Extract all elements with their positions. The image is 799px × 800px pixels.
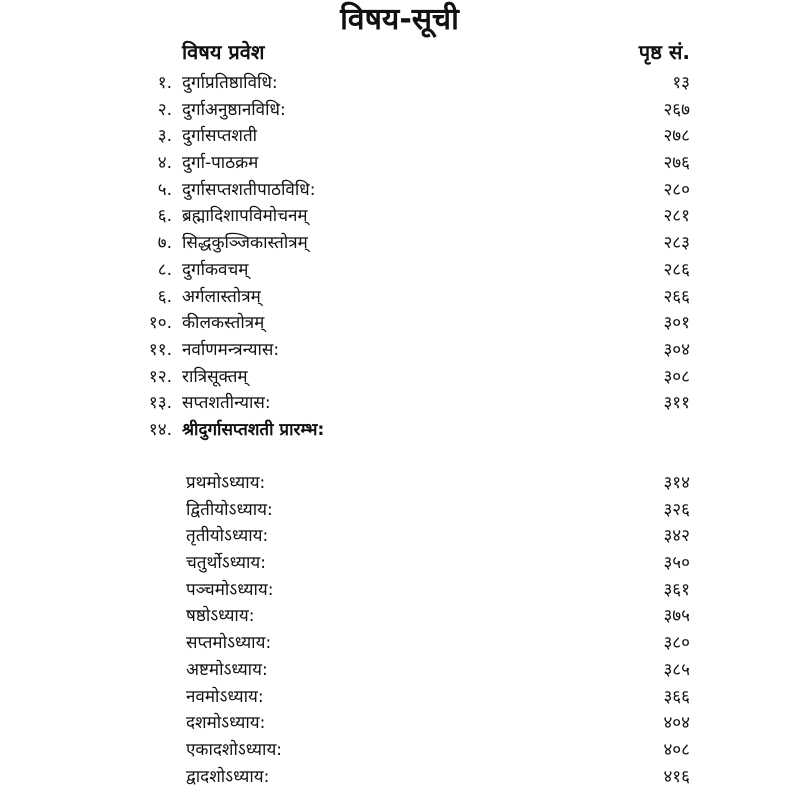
chapter-page: ३७५ — [663, 606, 690, 627]
entry-label: दुर्गाप्रतिष्ठाविधि: — [182, 73, 278, 93]
toc-entry — [0, 417, 799, 444]
toc-entry — [0, 70, 799, 97]
entry-number: १. — [157, 73, 172, 93]
chapter-label: एकादशोऽध्याय: — [186, 739, 283, 760]
entry-label: दुर्गासप्तशती — [182, 126, 258, 147]
toc-entry — [0, 390, 799, 417]
entry-page: २७६ — [663, 153, 690, 174]
entry-page: २८१ — [663, 206, 690, 227]
entry-number: ८. — [157, 259, 172, 280]
chapter-entry — [0, 497, 799, 524]
entry-label: अर्गलास्तोत्रम् — [182, 286, 261, 307]
chapter-label: नवमोऽध्याय: — [186, 686, 264, 707]
chapter-label: चतुर्थोऽध्याय: — [186, 553, 266, 574]
toc-entry — [0, 310, 799, 337]
chapter-entry — [0, 550, 799, 577]
entry-number: १४. — [148, 419, 172, 440]
entry-number: ६. — [157, 286, 172, 307]
entry-page: ३०८ — [663, 366, 690, 387]
entry-label: दुर्गाकवचम् — [182, 259, 249, 280]
chapter-page: ४०४ — [663, 713, 690, 734]
chapter-page: ३२६ — [663, 499, 690, 520]
chapter-page: ४१६ — [663, 766, 690, 787]
entry-page: २६७ — [663, 99, 690, 120]
entry-number: ३. — [157, 126, 172, 147]
entry-number: ५. — [157, 179, 172, 200]
chapter-entry — [0, 737, 799, 764]
entry-number: २. — [157, 99, 172, 120]
chapter-page: ३८० — [663, 633, 690, 654]
toc-entry — [0, 337, 799, 364]
entry-page: १३ — [672, 73, 690, 93]
chapter-label: षष्ठोऽध्याय: — [186, 606, 255, 627]
chapter-label: पञ्चमोऽध्याय: — [186, 579, 274, 600]
page-title: विषय-सूची — [340, 2, 459, 37]
toc-entry — [0, 284, 799, 311]
chapter-label: द्वादशोऽध्याय: — [186, 766, 270, 787]
chapter-entry — [0, 684, 799, 711]
entry-label: सिद्धकुञ्जिकास्तोत्रम् — [182, 233, 308, 254]
toc-entry — [0, 123, 799, 150]
chapter-entry — [0, 710, 799, 737]
toc-entry — [0, 230, 799, 257]
entry-label: रात्रिसूक्तम् — [182, 366, 248, 387]
chapter-page: ३६६ — [663, 686, 690, 707]
entry-number: ७. — [157, 233, 172, 254]
entry-label: ब्रह्मादिशापविमोचनम् — [182, 206, 308, 227]
chapter-page: ३४२ — [663, 526, 690, 547]
toc-list — [0, 70, 799, 444]
chapter-page: ३८५ — [663, 659, 690, 680]
chapter-page: ३१४ — [663, 473, 690, 493]
chapter-entry — [0, 523, 799, 550]
entry-label: दुर्गासप्तशतीपाठविधि: — [182, 179, 316, 200]
entry-label: दुर्गाअनुष्ठानविधि: — [182, 99, 286, 120]
entry-number: १०. — [148, 313, 172, 334]
entry-number: ६. — [157, 206, 172, 227]
chapter-entry — [0, 603, 799, 630]
entry-page: ३०१ — [663, 313, 690, 334]
toc-entry — [0, 150, 799, 177]
entry-label: दुर्गा-पाठक्रम — [182, 153, 259, 174]
chapter-page: ३५० — [663, 553, 690, 574]
entry-label: सप्तशतीन्यास: — [182, 393, 271, 414]
chapter-entry — [0, 657, 799, 684]
entry-page: २६६ — [663, 286, 690, 307]
entry-number: ४. — [157, 153, 172, 174]
subject-column-header: विषय प्रवेश — [182, 40, 265, 64]
entry-number: ११. — [148, 339, 172, 360]
entry-label: कीलकस्तोत्रम् — [182, 313, 265, 334]
chapter-label: तृतीयोऽध्याय: — [186, 526, 269, 547]
toc-entry — [0, 203, 799, 230]
chapter-entry — [0, 630, 799, 657]
entry-page: २८६ — [663, 259, 690, 280]
entry-number: १३. — [148, 393, 172, 414]
chapter-label: द्वितीयोऽध्याय: — [186, 499, 273, 520]
chapter-label: प्रथमोऽध्याय: — [186, 473, 266, 493]
chapter-page: ४०८ — [663, 739, 690, 760]
chapter-entry — [0, 577, 799, 604]
chapter-list — [0, 470, 799, 790]
chapter-entry — [0, 470, 799, 497]
toc-entry — [0, 177, 799, 204]
toc-entry — [0, 364, 799, 391]
entry-page: २७८ — [663, 126, 690, 147]
chapter-label: अष्टमोऽध्याय: — [186, 659, 268, 680]
chapter-entry — [0, 764, 799, 791]
chapter-page: ३६१ — [663, 579, 690, 600]
toc-entry — [0, 257, 799, 284]
entry-label: श्रीदुर्गासप्तशती प्रारम्भ: — [182, 419, 325, 440]
entry-page: २८० — [663, 179, 690, 200]
entry-number: १२. — [148, 366, 172, 387]
page-number-column-header: पृष्ठ सं. — [638, 40, 690, 64]
chapter-label: सप्तमोऽध्याय: — [186, 633, 272, 654]
entry-page: ३११ — [663, 393, 690, 414]
chapter-label: दशमोऽध्याय: — [186, 713, 266, 734]
entry-label: नर्वाणमन्त्रन्यास: — [182, 339, 280, 360]
entry-page: ३०४ — [663, 339, 690, 360]
toc-entry — [0, 97, 799, 124]
entry-page: २८३ — [663, 233, 690, 254]
